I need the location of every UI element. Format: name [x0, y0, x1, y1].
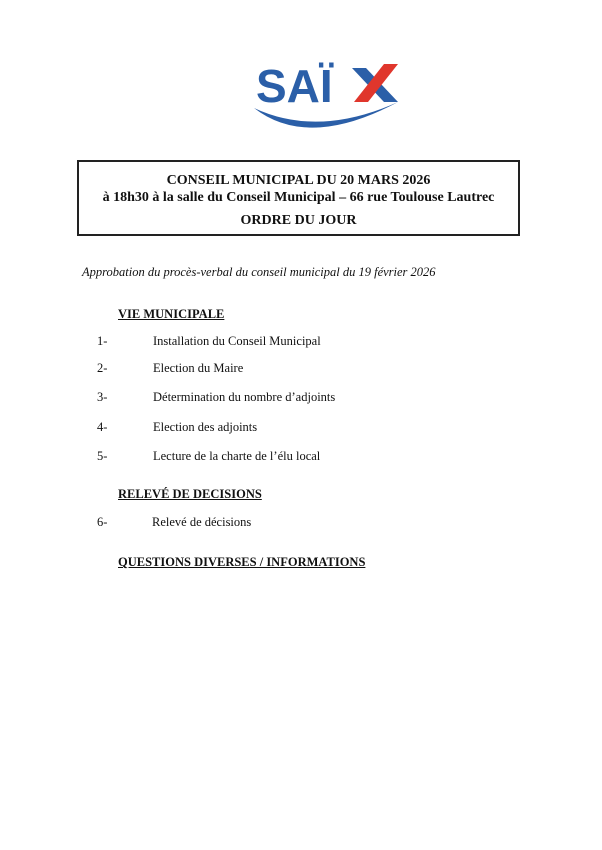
item-number: 2-: [97, 361, 108, 375]
approval-line: Approbation du procès-verbal du conseil municipal du 19 février 2026: [82, 265, 436, 279]
item-number: 5-: [97, 449, 108, 463]
agenda-heading: ORDRE DU JOUR: [240, 213, 357, 228]
section-vie-municipale: VIE MUNICIPALE: [118, 307, 225, 321]
item-text: Election des adjoints: [153, 420, 258, 434]
item-number: 1-: [97, 334, 108, 348]
section-questions-diverses: QUESTIONS DIVERSES / INFORMATIONS: [118, 555, 366, 569]
section-releve-decisions: RELEVÉ DE DECISIONS: [118, 487, 262, 501]
item-number: 3-: [97, 390, 108, 404]
item-text: Relevé de décisions: [152, 515, 252, 529]
saix-logo: [248, 58, 408, 140]
header-box: [77, 160, 520, 236]
meeting-title: CONSEIL MUNICIPAL DU 20 MARS 2026: [166, 173, 431, 188]
logo-text-sai: SAÏ: [256, 60, 333, 112]
item-number: 6-: [97, 515, 108, 529]
item-number: 4-: [97, 420, 108, 434]
meeting-location: à 18h30 à la salle du Conseil Municipal – 66 rue Toulouse Lautrec: [102, 190, 495, 205]
item-text: Détermination du nombre d’adjoints: [153, 390, 336, 404]
item-text: Installation du Conseil Municipal: [153, 334, 321, 348]
item-text: Election du Maire: [153, 361, 244, 375]
item-text: Lecture de la charte de l’élu local: [153, 449, 321, 463]
